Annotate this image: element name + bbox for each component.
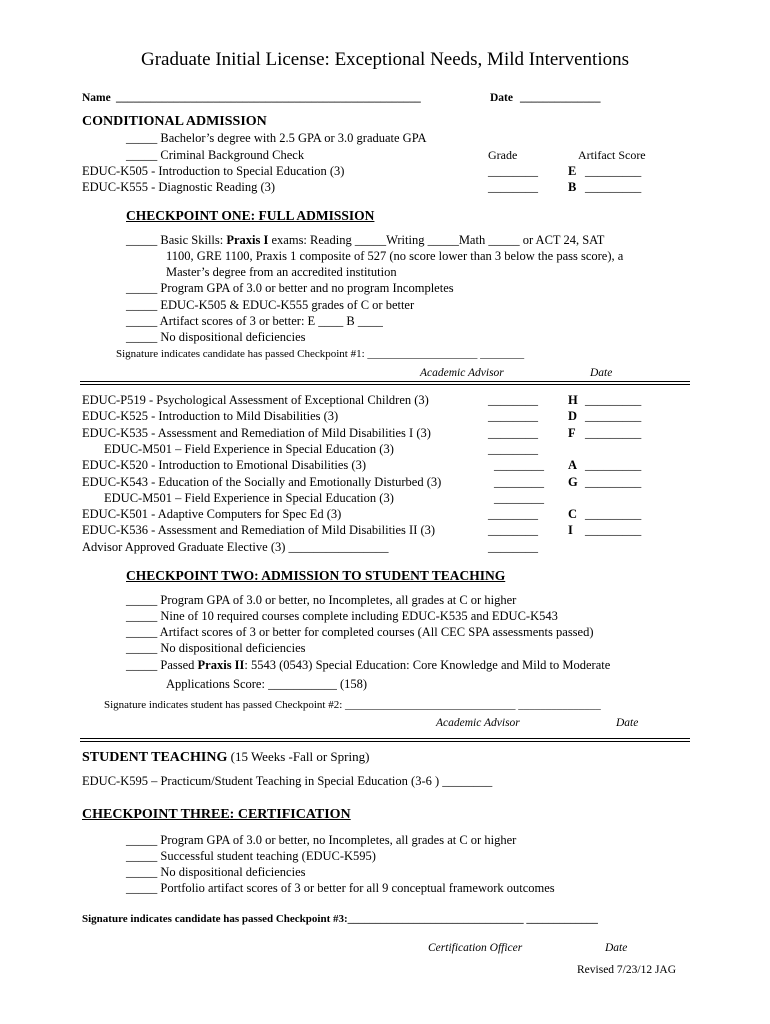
- grade-field[interactable]: ________: [488, 180, 538, 194]
- course-row: EDUC-P519 - Psychological Assessment of Exceptional Children (3): [82, 393, 429, 407]
- grade-field[interactable]: ________: [488, 507, 538, 522]
- grade-field[interactable]: ________: [488, 393, 538, 407]
- artifact-score-field[interactable]: _________: [585, 164, 642, 178]
- artifact-score-field[interactable]: _________: [585, 523, 642, 538]
- artifact-letter: G: [568, 474, 578, 489]
- name-field[interactable]: _____________________________________________________: [116, 92, 421, 104]
- date-label: Date: [616, 717, 639, 729]
- basic-skills-line: 1100, GRE 1100, Praxis 1 composite of 527 (no score lower than 3 below the pass score), a: [166, 249, 624, 263]
- basic-skills-line: _____ Basic Skills: Praxis I exams: Reading _____Writing _____Math _____ or ACT 24, SAT: [126, 233, 605, 247]
- revision-footer: Revised 7/23/12 JAG: [577, 964, 677, 976]
- basic-skills-line: Master’s degree from an accredited institution: [166, 265, 397, 279]
- signature-line-2[interactable]: Signature indicates student has passed Checkpoint #2: _______________________________ _______________: [104, 699, 601, 711]
- artifact-score-field[interactable]: _________: [585, 425, 642, 440]
- student-teaching-heading: STUDENT TEACHING (15 Weeks -Fall or Spring): [82, 749, 370, 765]
- academic-advisor-label: Academic Advisor: [436, 717, 520, 729]
- conditional-heading: CONDITIONAL ADMISSION: [82, 114, 267, 129]
- conditional-item: EDUC-K505 - Introduction to Special Education (3): [82, 164, 345, 178]
- grade-field[interactable]: ________: [488, 539, 538, 554]
- page-title: Graduate Initial License: Exceptional Needs, Mild Interventions: [140, 49, 630, 70]
- checkpoint-two-item: _____ Artifact scores of 3 or better for completed courses (All CEC SPA assessments passed): [126, 625, 594, 639]
- conditional-item: _____ Criminal Background Check: [126, 148, 305, 162]
- checkpoint-one-item: _____ EDUC-K505 & EDUC-K555 grades of C or better: [126, 298, 415, 312]
- date-label: Date: [605, 942, 628, 954]
- course-row: Advisor Approved Graduate Elective (3) ________________: [82, 539, 389, 554]
- artifact-score-field[interactable]: _________: [585, 393, 642, 407]
- artifact-score-field[interactable]: _________: [585, 180, 642, 194]
- date-label: Date: [590, 367, 613, 379]
- grade-field[interactable]: ________: [488, 425, 538, 440]
- date-field[interactable]: ______________: [520, 92, 601, 104]
- grade-field[interactable]: ________: [488, 441, 538, 456]
- checkpoint-three-item: _____ Program GPA of 3.0 or better, no Incompletes, all grades at C or higher: [126, 833, 517, 847]
- artifact-letter: C: [568, 507, 578, 522]
- certification-officer-label: Certification Officer: [428, 942, 523, 954]
- checkpoint-three-item: _____ Portfolio artifact scores of 3 or better for all 9 conceptual framework outcomes: [126, 881, 555, 895]
- academic-advisor-label: Academic Advisor: [420, 367, 504, 379]
- course-row: EDUC-K525 - Introduction to Mild Disabilities (3): [82, 409, 339, 424]
- checkpoint-two-item: _____ Program GPA of 3.0 or better, no Incompletes, all grades at C or higher: [126, 593, 517, 607]
- conditional-item: _____ Bachelor’s degree with 2.5 GPA or 3.0 graduate GPA: [126, 131, 427, 145]
- artifact-score-field[interactable]: _________: [585, 474, 642, 489]
- artifact-score-field[interactable]: _________: [585, 507, 642, 522]
- artifact-letter: F: [568, 425, 576, 440]
- date-label: Date: [490, 92, 513, 104]
- grade-field[interactable]: ________: [488, 409, 538, 424]
- artifact-score-field[interactable]: _________: [585, 458, 642, 473]
- course-row: EDUC-K520 - Introduction to Emotional Disabilities (3): [82, 458, 366, 473]
- course-row: EDUC-K543 - Education of the Socially and Emotionally Disturbed (3): [82, 474, 442, 489]
- artifact-letter: A: [568, 458, 578, 473]
- divider: [80, 381, 690, 385]
- checkpoint-one-heading: CHECKPOINT ONE: FULL ADMISSION: [126, 208, 375, 223]
- artifact-letter: D: [568, 409, 578, 424]
- praxis-two-line: _____ Passed Praxis II: 5543 (0543) Special Education: Core Knowledge and Mild to Moderate: [126, 658, 611, 672]
- course-row: EDUC-K501 - Adaptive Computers for Spec Ed (3): [82, 507, 342, 522]
- signature-line-1[interactable]: Signature indicates candidate has passed Checkpoint #1: ____________________ ________: [116, 348, 525, 360]
- checkpoint-one-item: _____ Artifact scores of 3 or better: E ____ B ____: [126, 314, 383, 328]
- checkpoint-three-heading: CHECKPOINT THREE: CERTIFICATION: [82, 807, 351, 822]
- course-row: EDUC-K536 - Assessment and Remediation of Mild Disabilities II (3): [82, 523, 436, 538]
- conditional-item: EDUC-K555 - Diagnostic Reading (3): [82, 180, 276, 194]
- checkpoint-three-item: _____ No dispositional deficiencies: [126, 865, 306, 879]
- student-teaching-course: EDUC-K595 – Practicum/Student Teaching in Special Education (3-6 ) ________: [82, 774, 493, 788]
- grade-field[interactable]: ________: [494, 490, 544, 505]
- grade-field[interactable]: ________: [488, 164, 538, 178]
- artifact-letter: B: [568, 180, 577, 194]
- artifact-letter: E: [568, 164, 577, 178]
- artifact-letter: I: [568, 523, 573, 538]
- name-label: Name: [82, 92, 111, 104]
- checkpoint-two-heading: CHECKPOINT TWO: ADMISSION TO STUDENT TEACHING: [126, 568, 506, 583]
- grade-field[interactable]: ________: [488, 523, 538, 538]
- artifact-letter: H: [568, 393, 578, 407]
- checkpoint-two-item: _____ No dispositional deficiencies: [126, 641, 306, 655]
- grade-field[interactable]: ________: [494, 458, 544, 473]
- grade-label: Grade: [488, 148, 518, 162]
- checkpoint-three-item: _____ Successful student teaching (EDUC-K595): [126, 849, 376, 863]
- checkpoint-two-item: _____ Nine of 10 required courses complete including EDUC-K535 and EDUC-K543: [126, 609, 558, 623]
- praxis-score-line[interactable]: Applications Score: ___________ (158): [166, 677, 368, 691]
- course-row: EDUC-M501 – Field Experience in Special Education (3): [104, 490, 394, 505]
- artifact-score-field[interactable]: _________: [585, 409, 642, 424]
- checkpoint-one-item: _____ Program GPA of 3.0 or better and no program Incompletes: [126, 281, 454, 295]
- grade-field[interactable]: ________: [494, 474, 544, 489]
- artifact-score-label: Artifact Score: [578, 148, 646, 162]
- signature-line-3[interactable]: Signature indicates candidate has passed Checkpoint #3:________________________________ _____________: [82, 913, 598, 925]
- course-row: EDUC-K535 - Assessment and Remediation of Mild Disabilities I (3): [82, 425, 431, 440]
- divider: [80, 738, 690, 742]
- course-row: EDUC-M501 – Field Experience in Special Education (3): [104, 441, 394, 456]
- checkpoint-one-item: _____ No dispositional deficiencies: [126, 330, 306, 344]
